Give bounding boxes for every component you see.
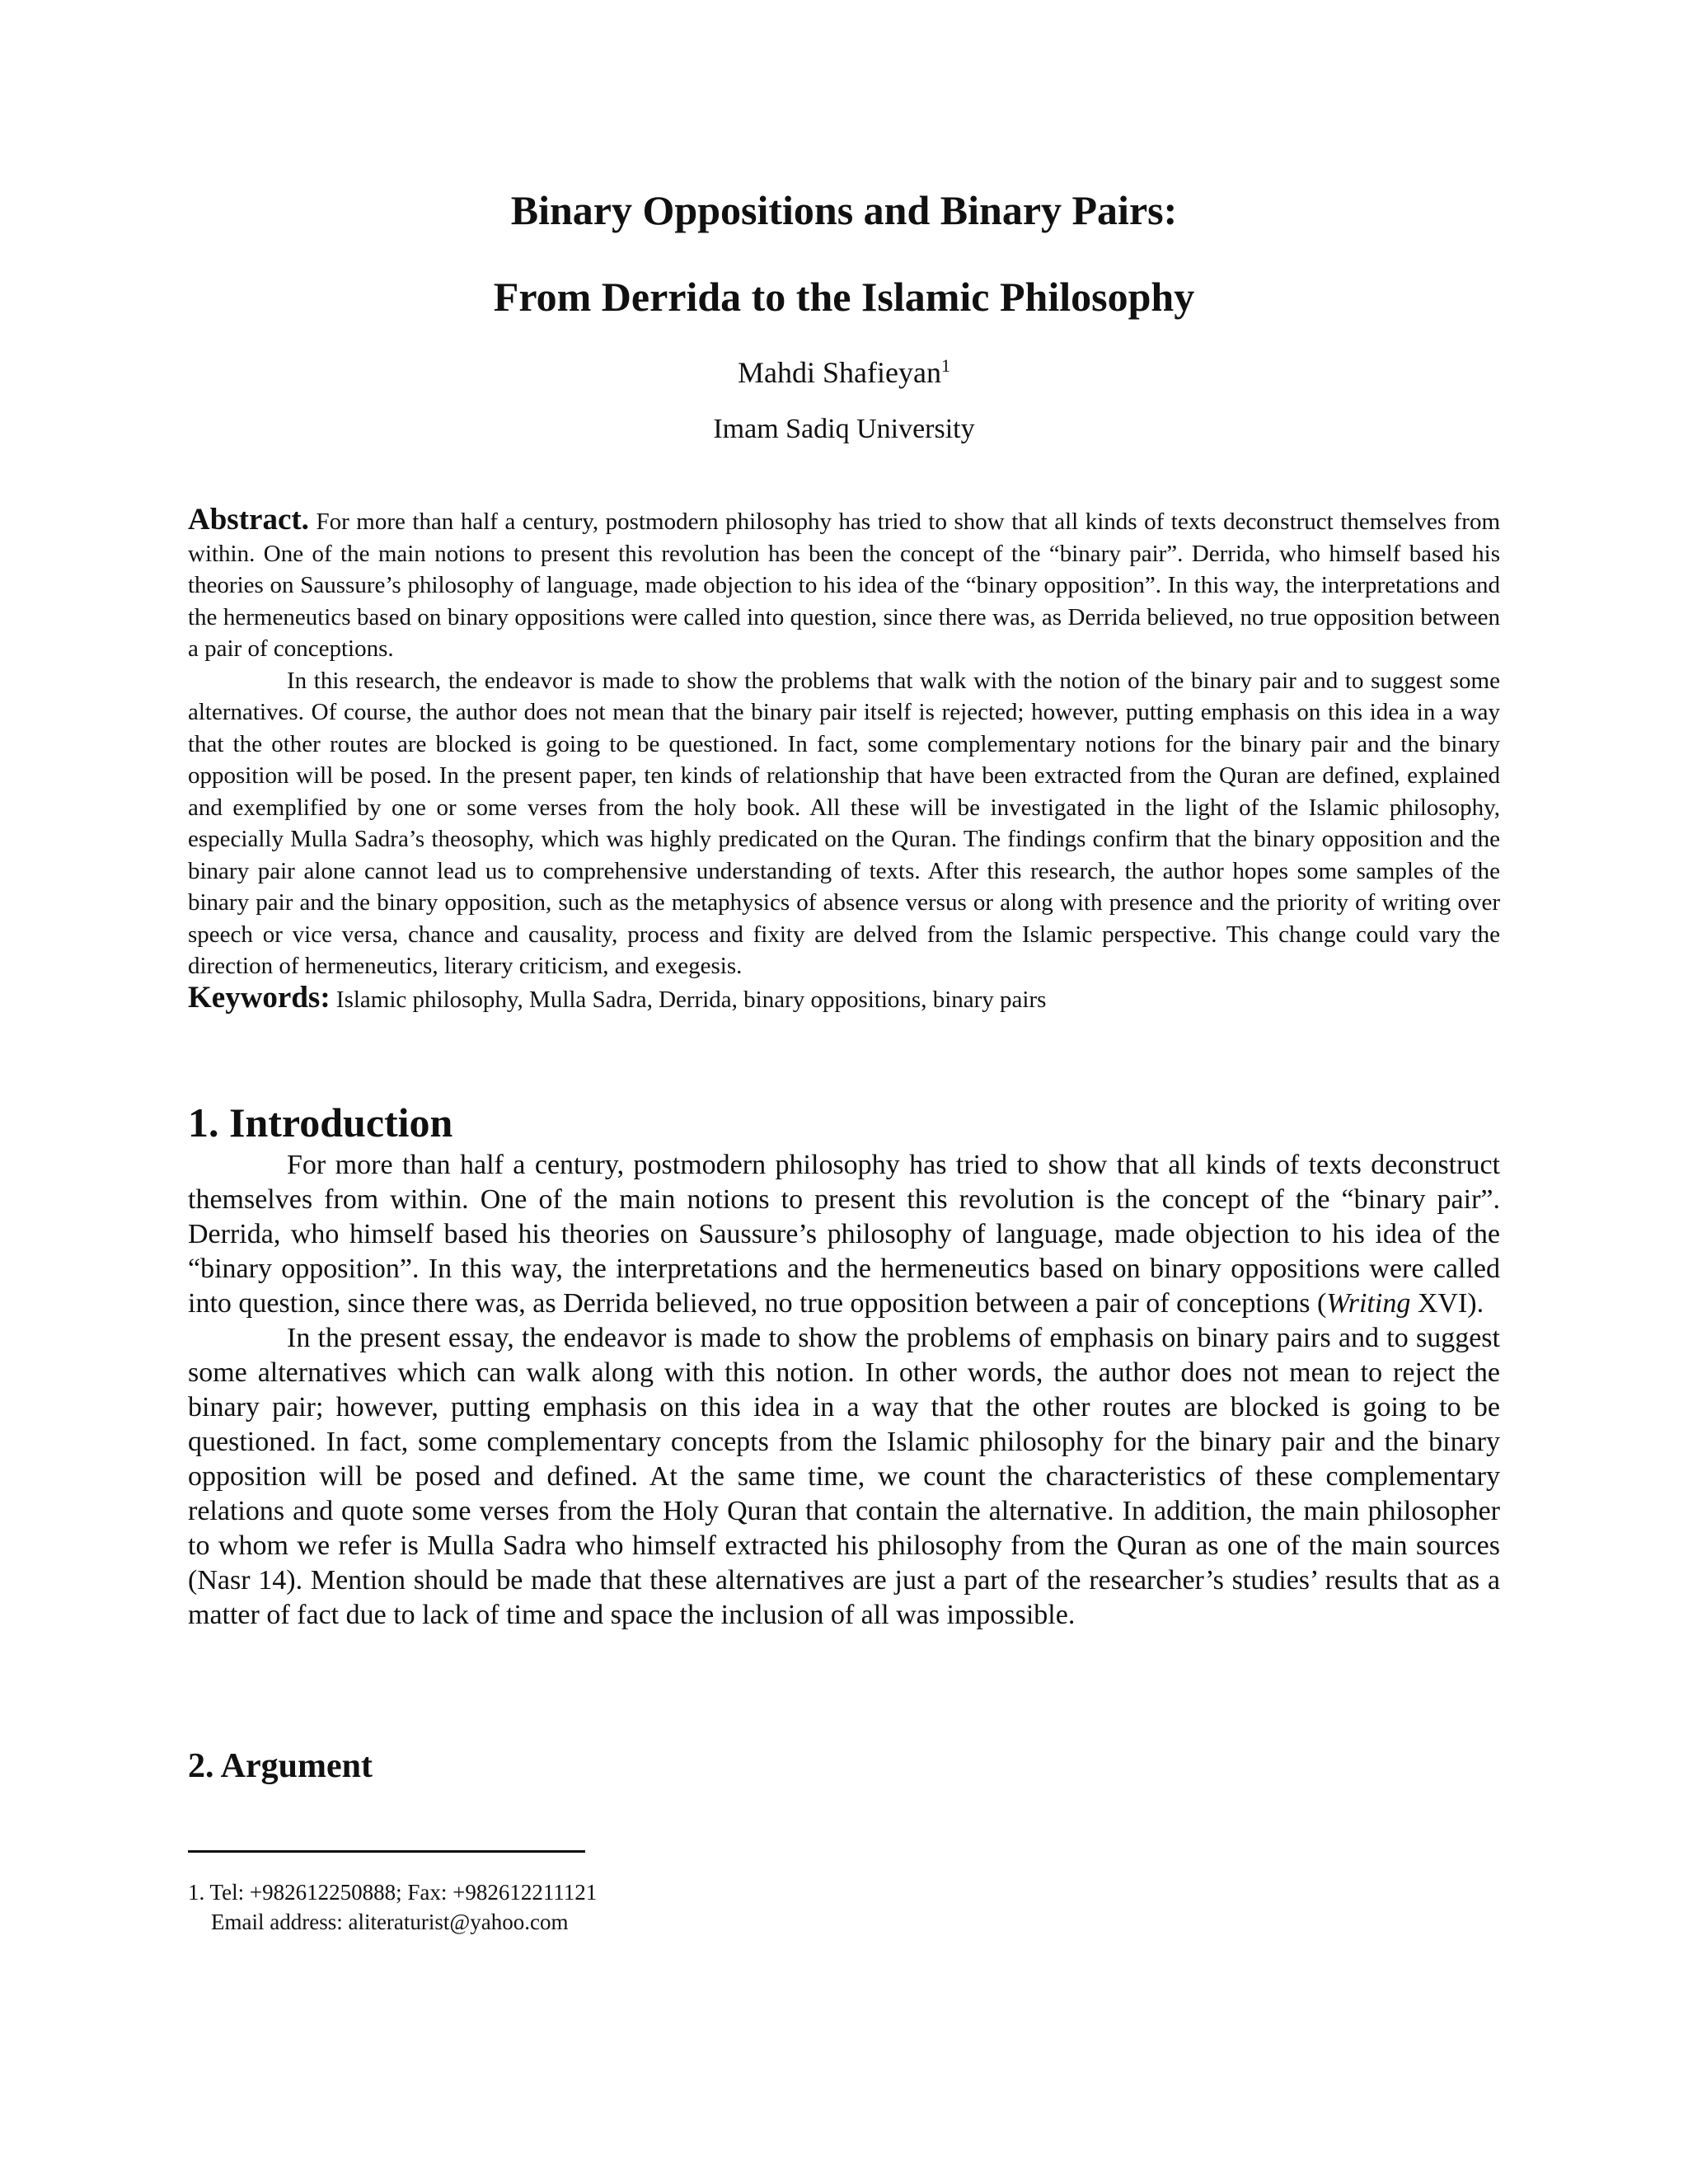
abstract-label: Abstract.: [188, 503, 309, 537]
keywords-text: Islamic philosophy, Mulla Sadra, Derrida, binary oppositions, binary pairs: [335, 986, 1047, 1013]
introduction-heading: 1. Introduction: [188, 1099, 453, 1146]
author-footnote-mark: 1: [940, 355, 950, 376]
footnote-divider: [188, 1850, 585, 1853]
author-affiliation: Imam Sadiq University: [713, 414, 975, 444]
keywords-label: Keywords:: [188, 980, 331, 1015]
argument-heading: 2. Argument: [188, 1747, 373, 1785]
abstract-paragraph-2: In this research, the endeavor is made to show the problems that walk with the notion of the binary pair and to suggest some alternatives. Of course, the author does not mean that the binary pair itself is rejected; however, putting emphasis on this idea in a way that the other routes are blocked is going to be questioned. In fact, some complementary notions for the binary pair and the binary opposition will be posed. In the present paper, ten kinds of relationship that have been extracted from the Quran are defined, explained and exemplified by one or some verses from the holy book. All these will be investigated in the light of the Islamic philosophy, especially Mulla Sadra’s theosophy, which was highly predicated on the Quran. The findings confirm that the binary opposition and the binary pair alone cannot lead us to comprehensive understanding of texts. After this research, the author hopes some samples of the binary pair and the binary opposition, such as the metaphysics of absence versus or along with presence and the priority of writing over speech or vice versa, chance and causality, process and fixity are delved from the Islamic perspective. This change could vary the direction of hermeneutics, literary criticism, and exegesis.: [188, 667, 1500, 979]
abstract-section: [188, 504, 1500, 1015]
abstract-text-1: For more than half a century, postmodern philosophy has tried to show that all kinds of texts deconstruct themselves from within. One of the main notions to present this revolution has been the concept of the “binary pair”. Derrida, who himself based his theories on Saussure’s philosophy of language, made objection to his idea of the “binary opposition”. In this way, the interpretations and the hermeneutics based on binary oppositions were called into question, since there was, as Derrida believed, no true opposition between a pair of conceptions.: [188, 509, 1501, 662]
abstract-paragraph-1: [188, 504, 1500, 665]
introduction-body: [188, 1148, 1500, 1633]
introduction-paragraph-1-end: XVI).: [1410, 1288, 1484, 1319]
author-name: Mahdi Shafieyan: [738, 356, 941, 389]
introduction-paragraph-2: In the present essay, the endeavor is made to show the problems of emphasis on binary pairs and to suggest some alternatives which can walk along with this notion. In other words, the author does not mean to reject the binary pair; however, putting emphasis on this idea in a way that the other routes are blocked is going to be questioned. In fact, some complementary concepts from the Islamic philosophy for the binary pair and the binary opposition will be posed and defined. At the same time, we count the characteristics of these complementary relations and quote some verses from the Holy Quran that contain the alternative. In addition, the main philosopher to whom we refer is Mulla Sadra who himself extracted his philosophy from the Quran as one of the main sources (Nasr 14). Mention should be made that these alternatives are just a part of the researcher’s studies’ results that as a matter of fact due to lack of time and space the inclusion of all was impossible.: [188, 1323, 1500, 1630]
author-line: [0, 354, 1688, 391]
footnote-email-line: Email address: aliteraturist@yahoo.com: [211, 1910, 569, 1934]
paper-title-line-1: Binary Oppositions and Binary Pairs:: [510, 187, 1178, 233]
introduction-paragraph-1-text: For more than half a century, postmodern philosophy has tried to show that all kinds of texts deconstruct themselves from within. One of the main notions to present this revolution is the concept of the “binary pair”. Derrida, who himself based his theories on Saussure’s philosophy of language, made objection to his idea of the “binary opposition”. In this way, the interpretations and the hermeneutics based on binary oppositions were called into question, since there was, as Derrida believed, no true opposition between a pair of conceptions (: [188, 1150, 1500, 1319]
paper-title-line-2: From Derrida to the Islamic Philosophy: [493, 274, 1195, 320]
keywords-line: [188, 982, 1500, 1016]
citation-italic-title: Writing: [1326, 1288, 1411, 1319]
introduction-paragraph-1: [188, 1148, 1500, 1321]
footnote: [188, 1877, 597, 1937]
footnote-contact-line: 1. Tel: +982612250888; Fax: +982612211121: [188, 1880, 598, 1905]
